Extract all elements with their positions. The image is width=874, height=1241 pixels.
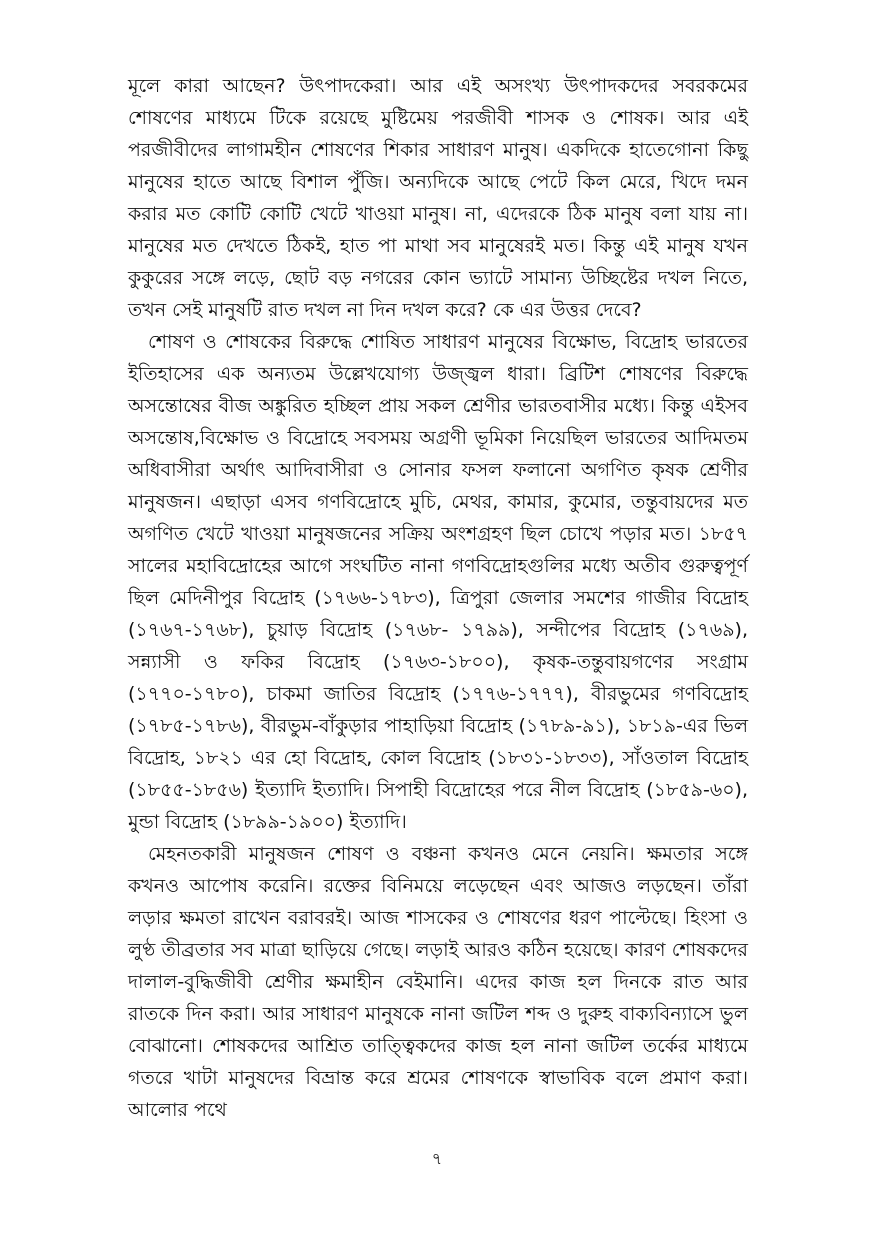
paragraph-2: শোষণ ও শোষকের বিরুদ্ধে শোষিত সাধারণ মানুষের বিক্ষোভ, বিদ্রোহ ভারতের ইতিহাসের এক অন্যতম উল্লেখযোগ্য উজ্জ্বল ধারা। ব্রিটিশ শোষণের বিরুদ্ধে অসন্তোষের বীজ অঙ্কুরিত হচ্ছিল প্রায় সকল শ্রেণীর ভারতবাসীর মধ্যে। কিন্তু এইসব অসন্তোষ,বিক্ষোভ ও বিদ্রোহে সবসময় অগ্রণী ভূমিকা নিয়েছিল ভারতের আদিমতম অধিবাসীরা অর্থাৎ আদিবাসীরা ও সোনার ফসল ফলানো অগণিত কৃষক শ্রেণীর মানুষজন। এছাড়া এসব গণবিদ্রোহে মুচি, মেথর, কামার, কুমোর, তন্তুবায়দের মত অগণিত খেটে খাওয়া মানুষজনের সক্রিয় অংশগ্রহণ ছিল চোখে পড়ার মত। ১৮৫৭ সালের মহাবিদ্রোহের আগে সংঘটিত নানা গণবিদ্রোহগুলির মধ্যে অতীব গুরুত্বপূর্ণ ছিল মেদিনীপুর বিদ্রোহ (১৭৬৬-১৭৮৩), ত্রিপুরা জেলার সমশের গাজীর বিদ্রোহ (১৭৬৭-১৭৬৮), চুয়াড় বিদ্রোহ (১৭৬৮- ১৭৯৯), সন্দীপের বিদ্রোহ (১৭৬৯), সন্ন্যাসী ও ফকির বিদ্রোহ (১৭৬৩-১৮০০), কৃষক-তন্তুবায়গণের সংগ্রাম (১৭৭০-১৭৮০), চাকমা জাতির বিদ্রোহ (১৭৭৬-১৭৭৭), বীরভুমের গণবিদ্রোহ (১৭৮৫-১৭৮৬), বীরভুম-বাঁকুড়ার পাহাড়িয়া বিদ্রোহ (১৭৮৯-৯১), ১৮১৯-এর ভিল বিদ্রোহ, ১৮২১ এর হো বিদ্রোহ, কোল বিদ্রোহ (১৮৩১-১৮৩৩), সাঁওতাল বিদ্রোহ (১৮৫৫-১৮৫৬) ইত্যাদি ইত্যাদি। সিপাহী বিদ্রোহের পরে নীল বিদ্রোহ (১৮৫৯-৬০), মুন্ডা বিদ্রোহ (১৮৯৯-১৯০০) ইত্যাদি।	[128, 331, 748, 833]
page-number: ৭	[431, 1149, 443, 1168]
body-text	[128, 70, 748, 1126]
paragraph-3: মেহনতকারী মানুষজন শোষণ ও বঞ্চনা কখনও মেনে নেয়নি। ক্ষমতার সঙ্গে কখনও আপোষ করেনি। রক্তের বিনিময়ে লড়েছেন এবং আজও লড়ছেন। তাঁরা লড়ার ক্ষমতা রাখেন বরাবরই। আজ শাসকের ও শোষণের ধরণ পাল্টেছে। হিংসা ও লুণ্ঠ তীব্রতার সব মাত্রা ছাড়িয়ে গেছে। লড়াই আরও কঠিন হয়েছে। কারণ শোষকদের দালাল-বুদ্ধিজীবী শ্রেণীর ক্ষমাহীন বেইমানি। এদের কাজ হল দিনকে রাত আর রাতকে দিন করা। আর সাধারণ মানুষকে নানা জটিল শব্দ ও দুরুহ বাক্যবিন্যাসে ভুল বোঝানো। শোষকদের আশ্রিত তাত্ত্বিকদের কাজ হল নানা জটিল তর্কের মাধ্যমে গতরে খাটা মানুষদের বিভ্রান্ত করে শ্রমের শোষণকে স্বাভাবিক বলে প্রমাণ করা। আলোর পথে	[128, 843, 748, 1121]
paragraph-1: মূলে কারা আছেন? উৎপাদকেরা। আর এই অসংখ্য উৎপাদকদের সবরকমের শোষণের মাধ্যমে টিকে রয়েছে মুষ্টিমেয় পরজীবী শাসক ও শোষক। আর এই পরজীবীদের লাগামহীন শোষণের শিকার সাধারণ মানুষ। একদিকে হাতেগোনা কিছু মানুষের হাতে আছে বিশাল পুঁজি। অন্যদিকে আছে পেটে কিল মেরে, খিদে দমন করার মত কোটি কোটি খেটে খাওয়া মানুষ। না, এদেরকে ঠিক মানুষ বলা যায় না। মানুষের মত দেখতে ঠিকই, হাত পা মাথা সব মানুষেরই মত। কিন্তু এই মানুষ যখন কুকুরের সঙ্গে লড়ে, ছোট বড় নগরের কোন ভ্যাটে সামান্য উচ্ছিষ্টের দখল নিতে, তখন সেই মানুষটি রাত দখল না দিন দখল করে? কে এর উত্তর দেবে?	[128, 75, 748, 321]
